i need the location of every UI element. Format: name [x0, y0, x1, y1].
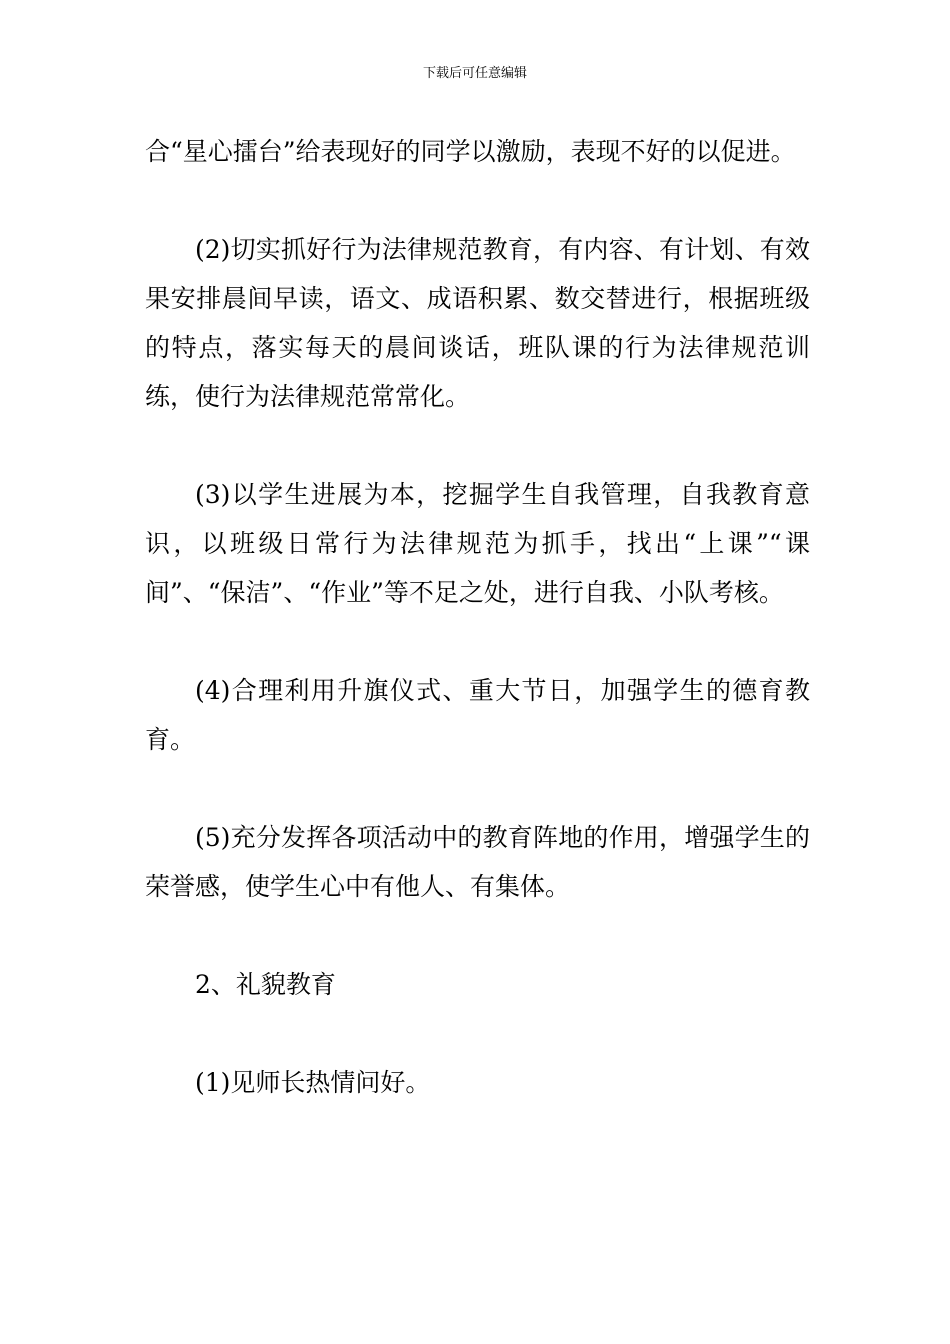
paragraph-item-5: (5)充分发挥各项活动中的教育阵地的作用，增强学生的荣誉感，使学生心中有他人、有集体。 — [145, 823, 810, 901]
paragraph-item-4: (4)合理利用升旗仪式、重大节日，加强学生的德育教育。 — [145, 676, 810, 754]
document-body — [145, 127, 810, 1107]
section-heading: 2、礼貌教育 — [195, 970, 336, 999]
paragraph-subitem-1: (1)见师长热情问好。 — [195, 1068, 431, 1097]
page-header: 下载后可任意编辑 — [422, 66, 527, 81]
paragraph-item-2: (2)切实抓好行为法律规范教育，有内容、有计划、有效果安排晨间早读，语文、成语积累、数交替进行，根据班级的特点，落实每天的晨间谈话，班队课的行为法律规范训练，使行为法律规范常常化。 — [145, 235, 810, 411]
paragraph-item-3: (3)以学生进展为本，挖掘学生自我管理，自我教育意识，以班级日常行为法律规范为抓手，找出“上课”“课间”、“保洁”、“作业”等不足之处，进行自我、小队考核。 — [145, 480, 810, 607]
paragraph-continuation: 合“星心擂台”给表现好的同学以激励，表现不好的以促进。 — [145, 137, 796, 166]
